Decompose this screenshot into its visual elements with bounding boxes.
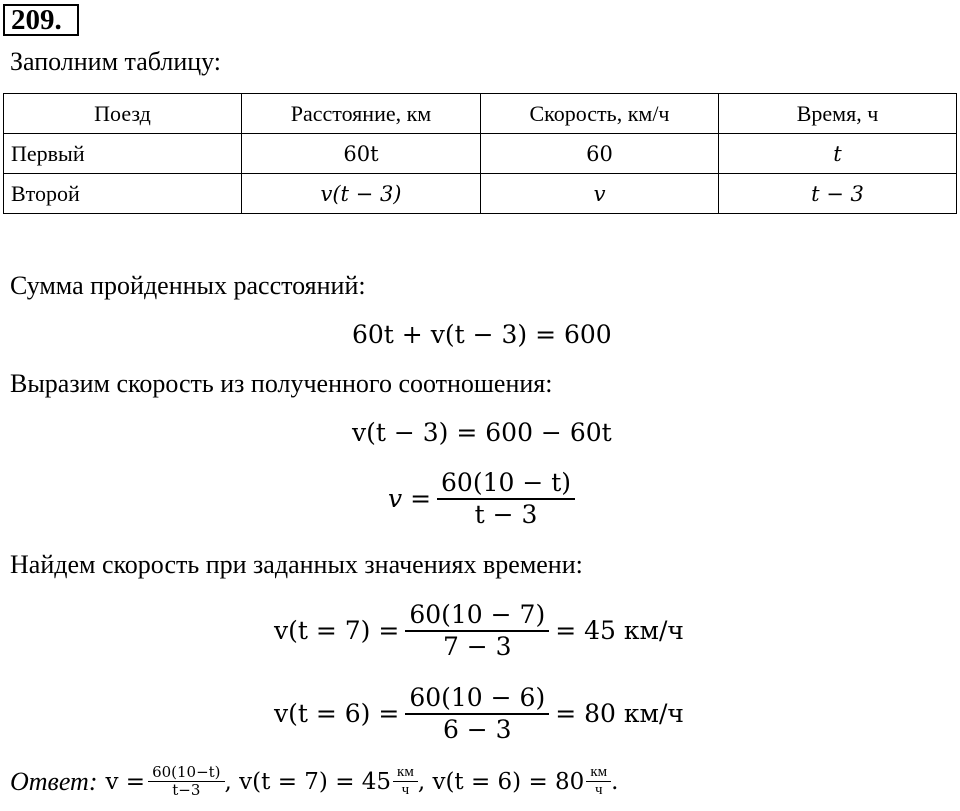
answer-label: Ответ:: [10, 766, 98, 796]
header-cell-distance: Расстояние, км: [242, 94, 481, 134]
eq-lhs: v(t = 6) =: [274, 699, 400, 728]
problem-number: 209.: [3, 4, 79, 36]
header-cell-speed: Скорость, км/ч: [481, 94, 719, 134]
equation-speed-formula: [388, 468, 575, 530]
fraction: [405, 600, 549, 662]
cell-time: t − 3: [719, 174, 957, 214]
unit-numerator: км: [586, 764, 611, 782]
fraction-numerator: 60(10−t): [148, 764, 224, 782]
fraction-numerator: 60(10 − t): [437, 468, 575, 500]
sum-label: Сумма пройденных расстояний:: [10, 271, 366, 300]
header-cell-train: Поезд: [4, 94, 242, 134]
answer-line: [10, 764, 618, 799]
fraction-denominator: t−3: [172, 781, 201, 799]
unit-numerator: км: [393, 764, 418, 782]
equation-express: v(t − 3) = 600 − 60t: [352, 418, 612, 447]
cell-time: t: [719, 134, 957, 174]
equation-sum: 60t + v(t − 3) = 600: [352, 320, 612, 349]
header-cell-time: Время, ч: [719, 94, 957, 134]
answer-fraction: [148, 764, 224, 799]
express-label: Выразим скорость из полученного соотношения:: [10, 369, 553, 398]
fraction: [405, 683, 549, 745]
cell-train-name: Первый: [4, 134, 242, 174]
eq-rhs: = 80 км/ч: [555, 699, 684, 728]
answer-v-lhs: v =: [105, 768, 146, 795]
eq-lhs: v(t = 7) =: [274, 616, 400, 645]
cell-train-name: Второй: [4, 174, 242, 214]
fraction-numerator: 60(10 − 6): [405, 683, 549, 715]
eq-lhs: v =: [388, 484, 432, 513]
cell-distance: 60t: [242, 134, 481, 174]
answer-end: .: [611, 768, 619, 795]
cell-speed: 60: [481, 134, 719, 174]
fraction-denominator: 6 − 3: [442, 715, 512, 744]
unit-denominator: ч: [594, 782, 603, 798]
fraction-denominator: 7 − 3: [442, 632, 512, 661]
equation-speed-t7: [274, 600, 684, 662]
data-table: [3, 93, 957, 214]
cell-distance: v(t − 3): [242, 174, 481, 214]
eq-rhs: = 45 км/ч: [555, 616, 684, 645]
table-row: [4, 174, 957, 214]
table-header-row: [4, 94, 957, 134]
answer-unit-fraction: [586, 764, 611, 799]
fraction-denominator: t − 3: [474, 500, 538, 529]
fraction: [437, 468, 575, 530]
answer-unit-fraction: [393, 764, 418, 799]
fraction-numerator: 60(10 − 7): [405, 600, 549, 632]
find-label: Найдем скорость при заданных значениях времени:: [10, 550, 583, 579]
intro-text: Заполним таблицу:: [10, 47, 222, 76]
equation-speed-t6: [274, 683, 684, 745]
unit-denominator: ч: [401, 782, 410, 798]
cell-speed: v: [481, 174, 719, 214]
answer-v-t7: , v(t = 7) = 45: [224, 768, 392, 795]
table-row: [4, 134, 957, 174]
answer-v-t6: , v(t = 6) = 80: [417, 768, 585, 795]
